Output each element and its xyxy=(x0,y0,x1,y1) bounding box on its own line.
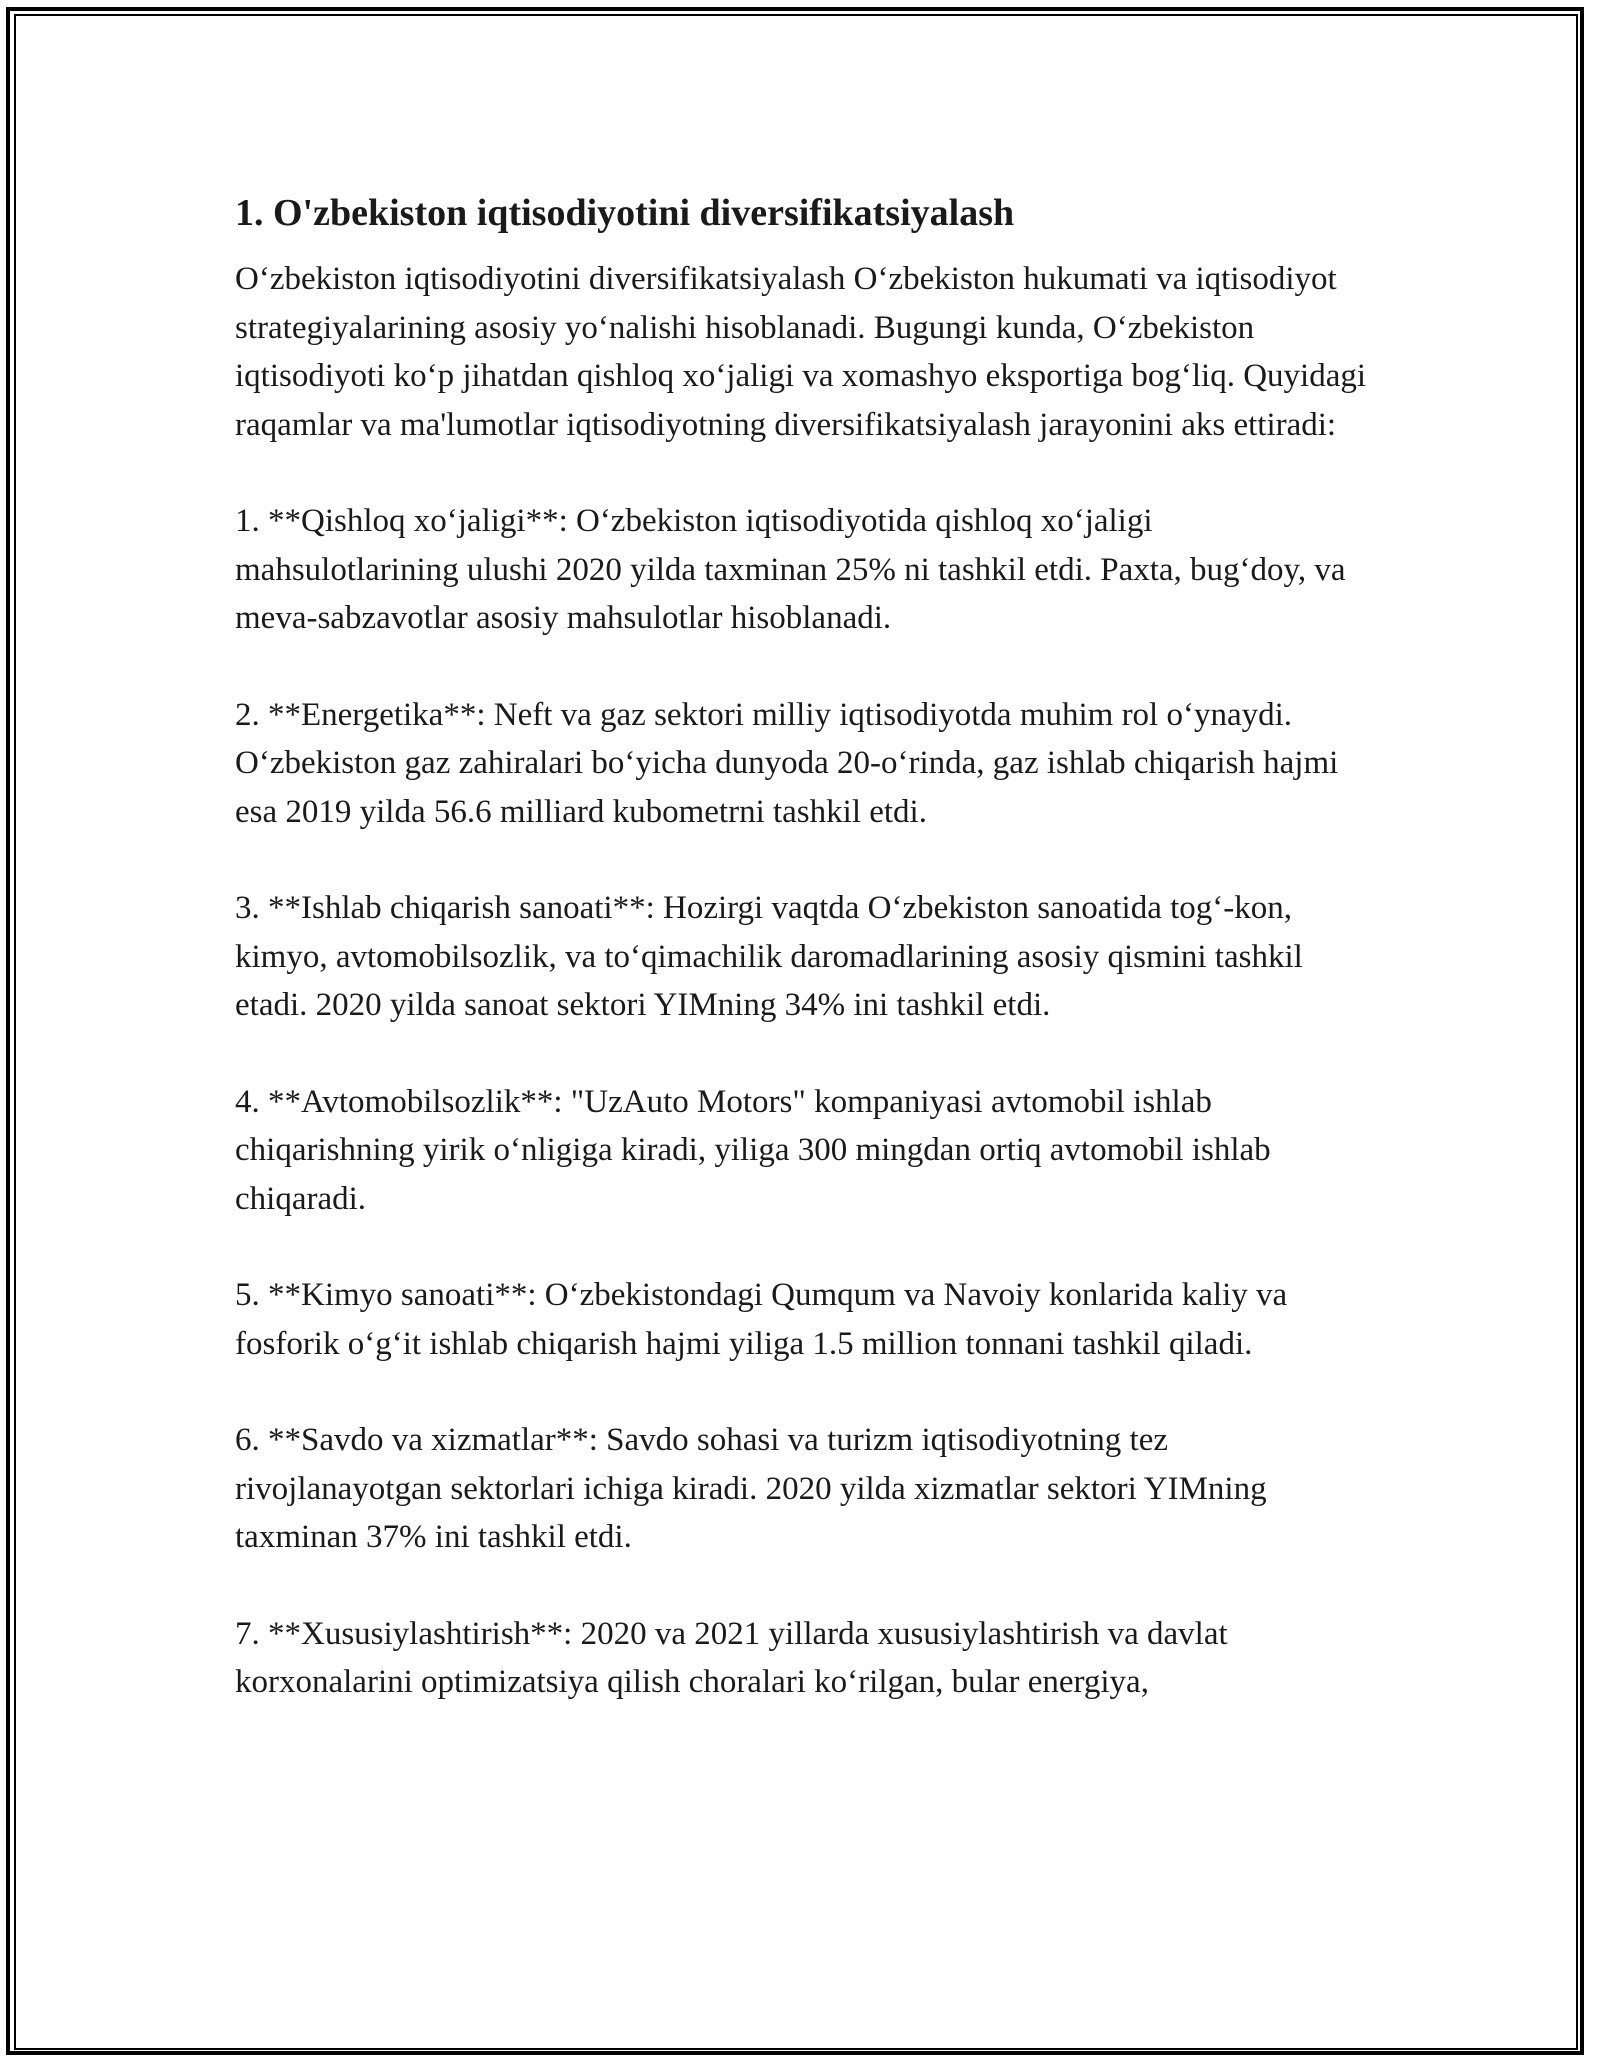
intro-paragraph: O‘zbekiston iqtisodiyotini diversifikatsiyalash O‘zbekiston hukumati va iqtisodiyot strategiyalarining asosiy yo‘nalishi hisoblanadi. Bugungi kunda, O‘zbekiston iqtisodiyoti ko‘p jihatdan qishloq xo‘jaligi va xomashyo eksportiga bog‘liq. Quyidagi raqamlar va ma'lumotlar iqtisodiyotning diversifikatsiyalash jarayonini aks ettiradi: xyxy=(235,261,1367,443)
list-item-energy: 2. **Energetika**: Neft va gaz sektori milliy iqtisodiyotda muhim rol o‘ynaydi. O‘zbekiston gaz zahiralari bo‘yicha dunyoda 20-o‘rinda, gaz ishlab chiqarish hajmi esa 2019 yilda 56.6 milliard kubometrni tashkil etdi. xyxy=(235,696,1339,830)
list-item-privatization: 7. **Xususiylashtirish**: 2020 va 2021 yillarda xususiylashtirish va davlat korxonalarini optimizatsiya qilish choralari ko‘rilgan, bular energiya, xyxy=(235,1615,1228,1700)
document-title: 1. O'zbekiston iqtisodiyotini diversifikatsiyalash xyxy=(235,192,1015,234)
list-item-manufacturing: 3. **Ishlab chiqarish sanoati**: Hozirgi vaqtda O‘zbekiston sanoatida tog‘-kon, kimyo, avtomobilsozlik, va to‘qimachilik daromadlarining asosiy qismini tashkil etadi. 2020 yilda sanoat sektori YIMning 34% ini tashkil etdi. xyxy=(235,890,1303,1023)
list-item-automotive: 4. **Avtomobilsozlik**: "UzAuto Motors" kompaniyasi avtomobil ishlab chiqarishning yirik o‘nligiga kiradi, yiliga 300 mingdan ortiq avtomobil ishlab chiqaradi. xyxy=(235,1083,1271,1217)
list-item-chemical: 5. **Kimyo sanoati**: O‘zbekistondagi Qumqum va Navoiy konlarida kaliy va fosforik o‘g‘it ishlab chiqarish hajmi yiliga 1.5 million tonnani tashkil qiladi. xyxy=(235,1277,1288,1362)
list-item-agriculture: 1. **Qishloq xo‘jaligi**: O‘zbekiston iqtisodiyotida qishloq xo‘jaligi mahsulotlarining ulushi 2020 yilda taxminan 25% ni tashkil etdi. Paxta, bug‘doy, va meva-sabzavotlar asosiy mahsulotlar hisoblanadi. xyxy=(235,503,1346,636)
document-body xyxy=(235,187,1375,1755)
list-item-trade-services: 6. **Savdo va xizmatlar**: Savdo sohasi va turizm iqtisodiyotning tez rivojlanayotgan sektorlari ichiga kiradi. 2020 yilda xizmatlar sektori YIMning taxminan 37% ini tashkil etdi. xyxy=(235,1422,1267,1555)
